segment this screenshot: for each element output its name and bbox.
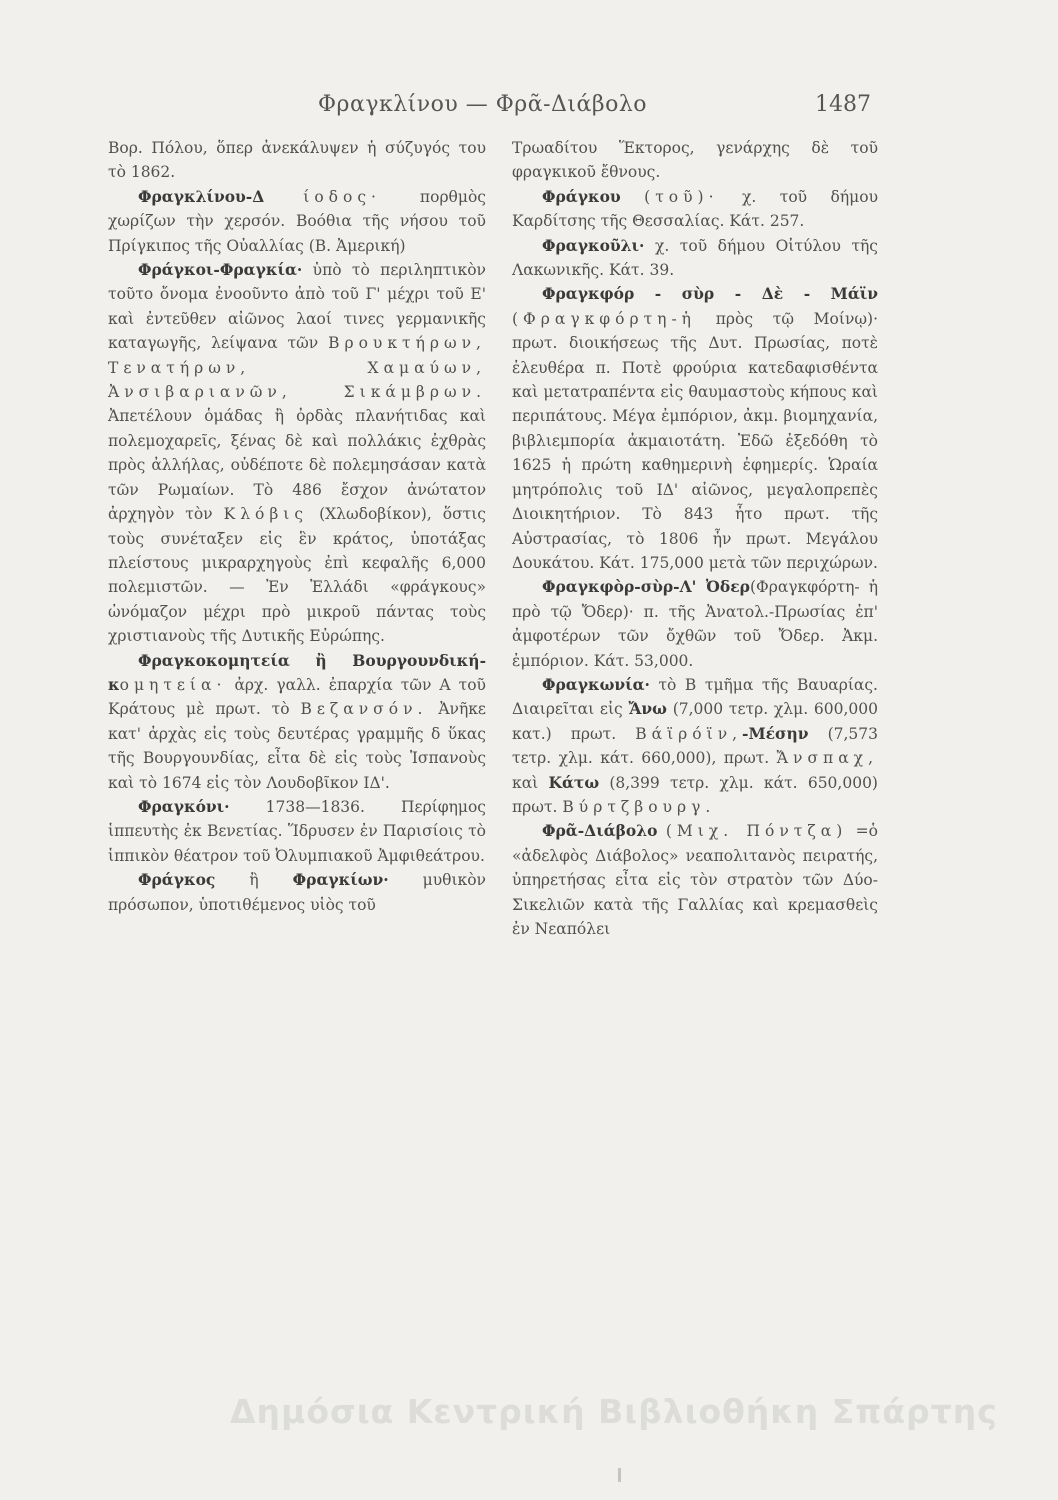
entry-headword: Φραγκωνία·	[542, 674, 650, 694]
entry-spaced: (Μιχ. Πόντζα)	[665, 822, 848, 841]
entry-text: τὸ Β τμῆμα τῆς Βαυαρίας. Διαιρεῖται εἰς	[512, 675, 878, 719]
entry-fragklinou-diodos	[108, 185, 486, 258]
entry-text: πρὸς τῷ Μοίνῳ)· πρωτ. διοικήσεως τῆς Δυτ. Πρωσίας, ποτὲ ἐλευθέρα π. Ποτὲ φρούρια κατεδαφισθέντα καὶ μετατραπέντα εἰς θαυμαστοὺς κήπους καὶ περιπάτους. Μέγα ἐμπόριον, ἀκμ. βιομηχανία, βιβλιεμπορία ἀκμαιοτάτη. Ἐδῶ ἐξεδόθη τὸ 1625 ἡ πρώτη καθημερινὴ ἐφημερίς. Ὡραία μητρόπολις τοῦ ΙΔ' αἰῶνος, μεγαλοπρεπὲς Διοικητήριον. Τὸ 843 ἦτο πρωτ. τῆς Αὐστρασίας, τὸ 1806 ἦν πρωτ. Μεγάλου Δουκάτου. Κάτ. 175,000 μετὰ τῶν περιχώρων.	[512, 309, 878, 572]
entry-text: ἢ	[249, 871, 259, 890]
entry-fra-diavolo	[512, 819, 878, 941]
entry-headword-alt: Φραγκίων·	[292, 870, 389, 890]
entry-continuation	[512, 136, 878, 185]
entry-frankfurt-main	[512, 282, 878, 575]
entry-text: 1738—1836. Περίφημος ἱππευτὴς ἐκ Βενετίας. Ἵδρυσεν ἐν Παρισίοις τὸ ἱππικὸν θέατρον τοῦ Ὀλυμπιακοῦ Ἀμφιθεάτρου.	[108, 797, 486, 865]
entry-headword-spaced: ίοδος·	[303, 187, 381, 206]
entry-text: (Φραγκφόρτη- ἡ πρὸ τῷ Ὄδερ)· π. τῆς Ἀνατολ.-Πρωσίας ἐπ' ἀμφοτέρων τῶν ὄχθῶν τοῦ Ὄδερ. Ἀκμ. ἐμπόριον. Κάτ. 53,000.	[512, 578, 878, 670]
entry-spaced-name: Βεζανσόν.	[300, 700, 428, 719]
entry-fragkoni	[108, 795, 486, 868]
entry-text: καὶ	[512, 773, 539, 792]
entry-headword: Φρᾶ-Διάβολο	[542, 821, 658, 841]
entry-headword: Φράγκος	[138, 870, 216, 890]
running-title: Φραγκλίνου — Φρᾶ-Διάβολο	[318, 92, 648, 117]
page-number: 1487	[815, 92, 871, 117]
entry-text: ἀρχ. γαλλ. ἐπαρχία τῶν Α τοῦ Κράτους μὲ πρωτ. τὸ	[108, 675, 486, 719]
entry-text: (7,573 τετρ. χλμ. κάτ. 660,000), πρωτ.	[512, 724, 878, 768]
library-watermark: Δημόσια Κεντρική Βιβλιοθήκη Σπάρτης	[230, 1392, 998, 1431]
entry-headword: Φραγκλίνου-Δ	[138, 186, 265, 206]
entry-text: Ἀνῆκε κατ' ἀρχὰς εἰς τοὺς δευτέρας γραμμῆς δ ὕκας τῆς Βουργουνδίας, εἶτα δὲ εἰς τοὺς Ἱσπανοὺς καὶ τὸ 1674 εἰς τὸν Λουδοβῖκον ΙΔ'.	[108, 700, 486, 792]
entry-text: ὑπὸ τὸ περιληπτικὸν τοῦτο ὄνομα ἐνοοῦντο ἀπὸ τοῦ Γ' μέχρι τοῦ Ε' καὶ ἐντεῦθεν αἰῶνος λαοί τινες γερμανικῆς καταγωγῆς, λείψανα τῶν	[108, 261, 486, 353]
page-header	[0, 92, 1058, 128]
entry-spaced-name: Βύρτζβουργ.	[562, 797, 716, 816]
entry-text: χ. τοῦ δήμου Οἰτύλου τῆς Λακωνικῆς. Κάτ. 39.	[512, 236, 878, 280]
entry-text: (7,000 τετρ. χλμ. 600,000 κατ.) πρωτ.	[512, 700, 878, 743]
entry-spaced: (τοῦ)·	[644, 187, 719, 206]
entry-spaced: (Φραγκφόρτη-ἡ	[512, 309, 696, 328]
entry-text: (8,399 τετρ. χλμ. κάτ. 650,000) πρωτ.	[512, 773, 878, 816]
entry-headword: Φραγκοῦλι·	[542, 235, 645, 255]
entry-continuation	[108, 136, 486, 185]
entry-text: πορθμὸς χωρίζων τὴν χερσόν. Βοόθια τῆς νήσου τοῦ Πρίγκιπος τῆς Οὐαλλίας (Β. Ἀμερική)	[108, 187, 486, 255]
entry-spaced-name: Βάϊρόϊν,	[635, 724, 743, 743]
right-column	[512, 136, 878, 941]
entry-headword-spaced: ομητεία·	[119, 675, 227, 694]
entry-text: Ἀπετέλουν ὁμάδας ἢ ὀρδὰς πλανήτιδας καὶ πολεμοχαρεῖς, ξένας δὲ καὶ πολλάκις ἐχθρὰς πρὸς ἀλλήλας, οὐδέποτε δὲ πολεμησάσαν κατὰ τῶν Ρωμαίων. Τὸ 486 ἔσχον ἀνώτατον ἀρχηγὸν τὸν	[108, 407, 486, 524]
entry-subregion: Κάτω	[548, 772, 600, 792]
entry-subregion: -Μέσην	[742, 723, 809, 743]
entry-frankfurt-oder	[512, 575, 878, 673]
scan-mark	[618, 1468, 621, 1482]
entry-spaced-name: Κλόβις	[223, 505, 309, 524]
entry-fragkokomiteia	[108, 649, 486, 795]
entry-subregion: Ἄνω	[628, 699, 667, 719]
left-column	[108, 136, 486, 917]
entry-spaced-name: Ἄνσπαχ,	[776, 749, 878, 768]
entry-headword: Φραγκόνι·	[138, 796, 230, 816]
entry-headword: Φράγκου	[542, 186, 621, 206]
entry-fragkoi	[108, 258, 486, 649]
entry-text: Τρωαδίτου Ἕκτορος, γενάρχης δὲ τοῦ φραγκικοῦ ἔθνους.	[512, 139, 878, 182]
entry-fragkonia	[512, 673, 878, 819]
entry-fragkou	[512, 185, 878, 234]
entry-headword: Φραγκφόρ - σὺρ - Δὲ - Μάϊν	[542, 284, 878, 304]
entry-headword: Φραγκοκομητεία ἢ Βουργουνδική-κ	[108, 650, 486, 694]
entry-spaced-names: Βρουκτήρων, Τενατήρων, Χαμαύων, Ἀνσιβαριανῶν, Σικάμβρων.	[108, 334, 486, 402]
entry-text: Βορ. Πόλου, ὅπερ ἀνεκάλυψεν ἡ σύζυγός του τὸ 1862.	[108, 139, 486, 182]
entry-headword: Φραγκφὸρ-σὺρ-Λ' Ὀδερ	[542, 577, 750, 597]
entry-text: χ. τοῦ δήμου Καρδίτσης τῆς Θεσσαλίας. Κάτ. 257.	[512, 187, 878, 231]
entry-text: μυθικὸν πρόσωπον, ὑποτιθέμενος υἱὸς τοῦ	[108, 871, 486, 914]
entry-fragkouli	[512, 234, 878, 283]
entry-text: (Χλωδοβίκον), ὅστις τοὺς συνέταξεν εἰς ἓν κράτος, ὑποτάξας πλείστους μικραρχηγοὺς ἐπὶ κεφαλῆς 6,000 πολεμιστῶν. — Ἐν Ἑλλάδι «φράγκους» ὠνόμαζον μέχρι πρὸ μικροῦ πάντας τοὺς χριστιανοὺς τῆς Δυτικῆς Εὐρώπης.	[108, 505, 486, 646]
entry-text: =ὁ «ἀδελφὸς Διάβολος» νεαπολιτανὸς πειρατής, ὑπηρετήσας εἶτα εἰς τὸν στρατὸν τῶν Δύο-Σικελιῶν κατὰ τῆς Γαλλίας καὶ κρεμασθεὶς ἐν Νεαπόλει	[512, 822, 878, 938]
entry-fragkos	[108, 868, 486, 917]
entry-headword: Φράγκοι-Φραγκία·	[138, 260, 303, 280]
